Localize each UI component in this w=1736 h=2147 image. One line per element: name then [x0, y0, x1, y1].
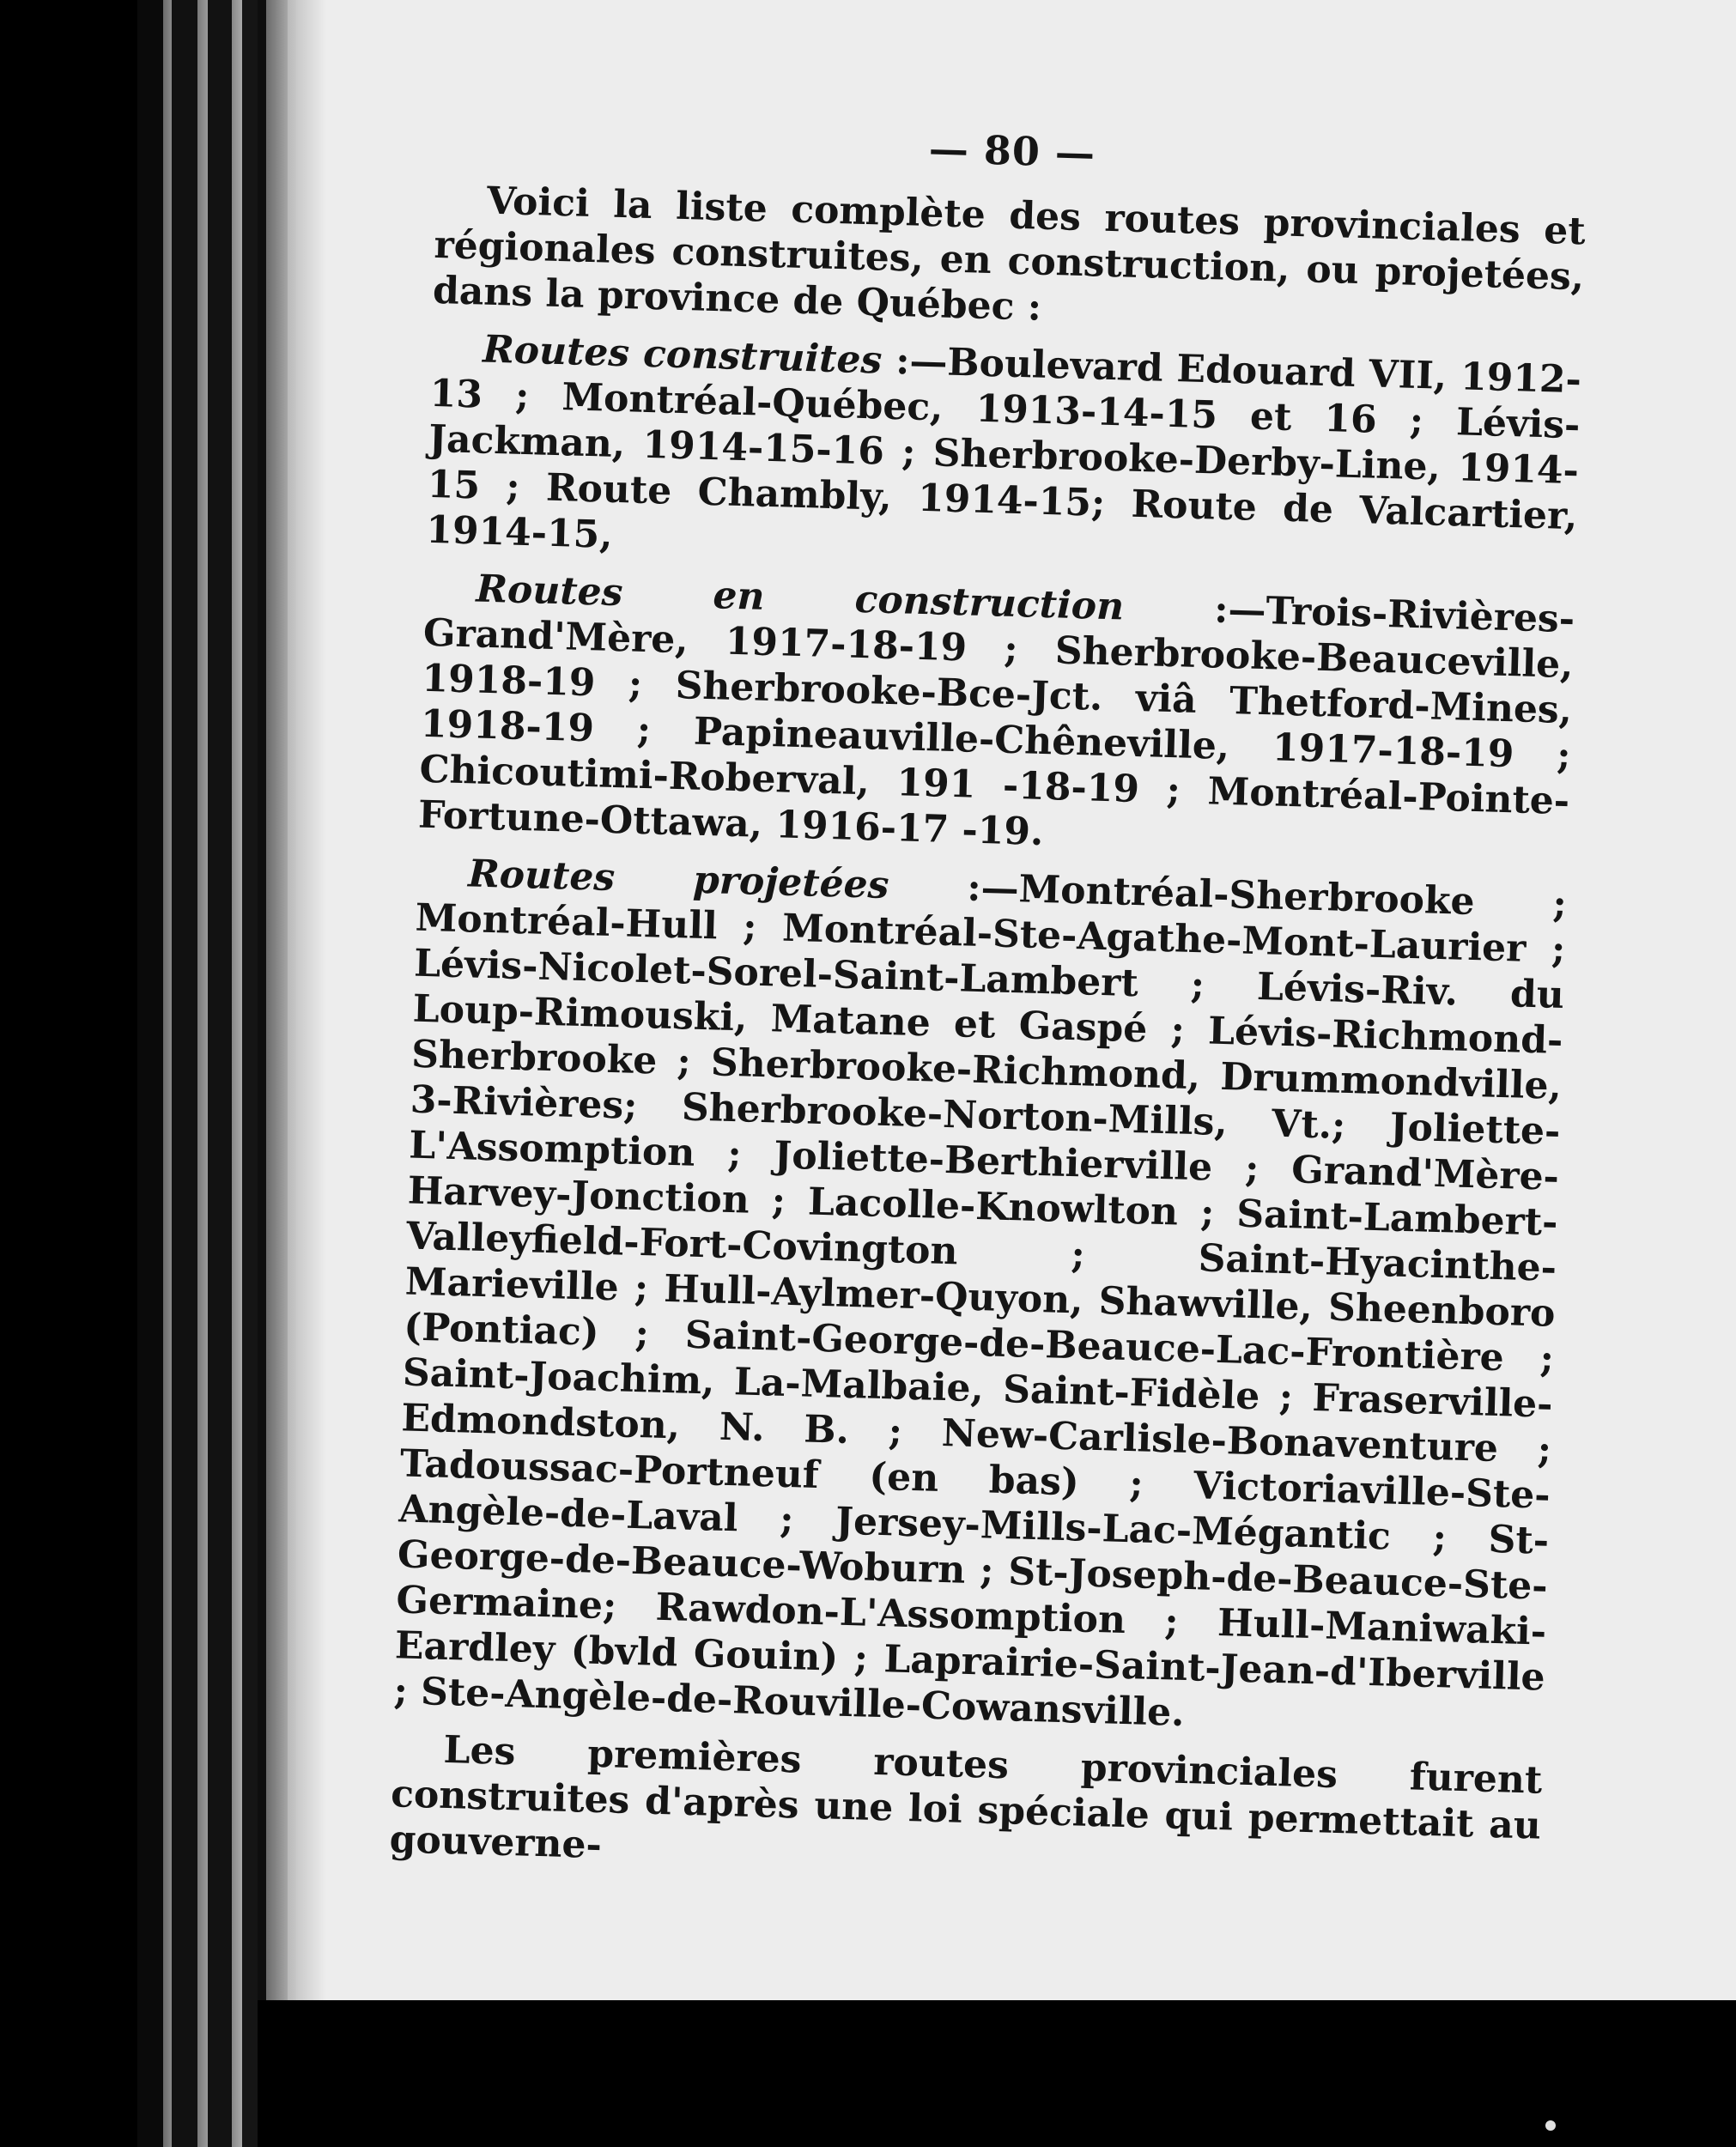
page-number: — 80 — [928, 124, 1096, 177]
paragraph-text: Les premières routes provinciales furent construites d'après une loi spéciale qui permettait au gouverne- [389, 1727, 1543, 1868]
section-lead: Routes en construction [475, 567, 1125, 629]
paragraph-intro [432, 177, 1586, 345]
section-lead: Routes projetées [467, 852, 890, 908]
paragraph-text: :—Trois-Rivières-Grand'Mère, 1917-18-19 ; Sherbrooke-Beauceville, 1918-19 ; Sherbrooke-Bce-Jct. viâ Thetford-Mines, 1918-19 ; Papineauville-Chêneville, 1917-18-19 ; Chicoutimi-Roberval, 191 -18-19 ; Montréal-Pointe-Fortune-Ottawa, 1916-17 -19. [417, 585, 1575, 855]
paragraph-premieres-routes [389, 1725, 1543, 1894]
paragraph-text: :—Boulevard Edouard VII, 1912-13 ; Montréal-Québec, 1913-14-15 et 16 ; Lévis-Jackman, 1914-15-16 ; Sherbrooke-Derby-Line, 1914-15 ; Route Chambly, 1914-15; Route de Valcartier, 1914-15, [425, 338, 1582, 557]
paragraph-routes-projetees [393, 850, 1568, 1746]
paragraph-routes-construites [426, 325, 1582, 585]
page-bottom-edge [258, 2000, 1736, 2147]
page-gutter-shadow [258, 0, 326, 2060]
paragraph-text: :—Montréal-Sherbrooke ; Montréal-Hull ; Montréal-Ste-Agathe-Mont-Laurier ; Lévis-Nicolet-Sorel-Saint-Lambert ; Lévis-Riv. du Loup-Rimouski, Matane et Gaspé ; Lévis-Richmond-Sherbrooke ; Sherbrooke-Richmond, Drummondville, 3-Rivières; Sherbrooke-Norton-Mills, Vt.; Joliette-L'Assomption ; Joliette-Berthierville ; Grand'Mère-Harvey-Jonction ; Lacolle-Knowlton ; Saint-Lambert-Valleyfield-Fort-Covington ; Saint-Hyacinthe-Marieville ; Hull-Aylmer-Quyon, Shawville, Sheenboro (Pontiac) ; Saint-George-de-Beauce-Lac-Frontière ; Saint-Joachim, La-Malbaie, Saint-Fidèle ; Fraserville-Edmondston, N. B. ; New-Carlisle-Bonaventure ; Tadoussac-Portneuf (en bas) ; Victoriaville-Ste-Angèle-de-Laval ; Jersey-Mills-Lac-Mégantic ; St-George-de-Beauce-Woburn ; St-Joseph-de-Beauce-Ste-Germaine; Rawdon-L'Assomption ; Hull-Maniwaki-Eardley (bvld Gouin) ; Laprairie-Saint-Jean-d'Iberville ; Ste-Angèle-de-Rouville-Cowansville. [392, 864, 1568, 1735]
page-text-block [389, 112, 1588, 1907]
paragraph-routes-en-construction [417, 565, 1575, 870]
paragraph-text: Voici la liste complète des routes provinciales et régionales construites, en construction, ou projetées, dans la province de Québec : [432, 179, 1587, 330]
section-lead: Routes construites [482, 327, 883, 383]
scan-speck [1545, 2120, 1556, 2131]
